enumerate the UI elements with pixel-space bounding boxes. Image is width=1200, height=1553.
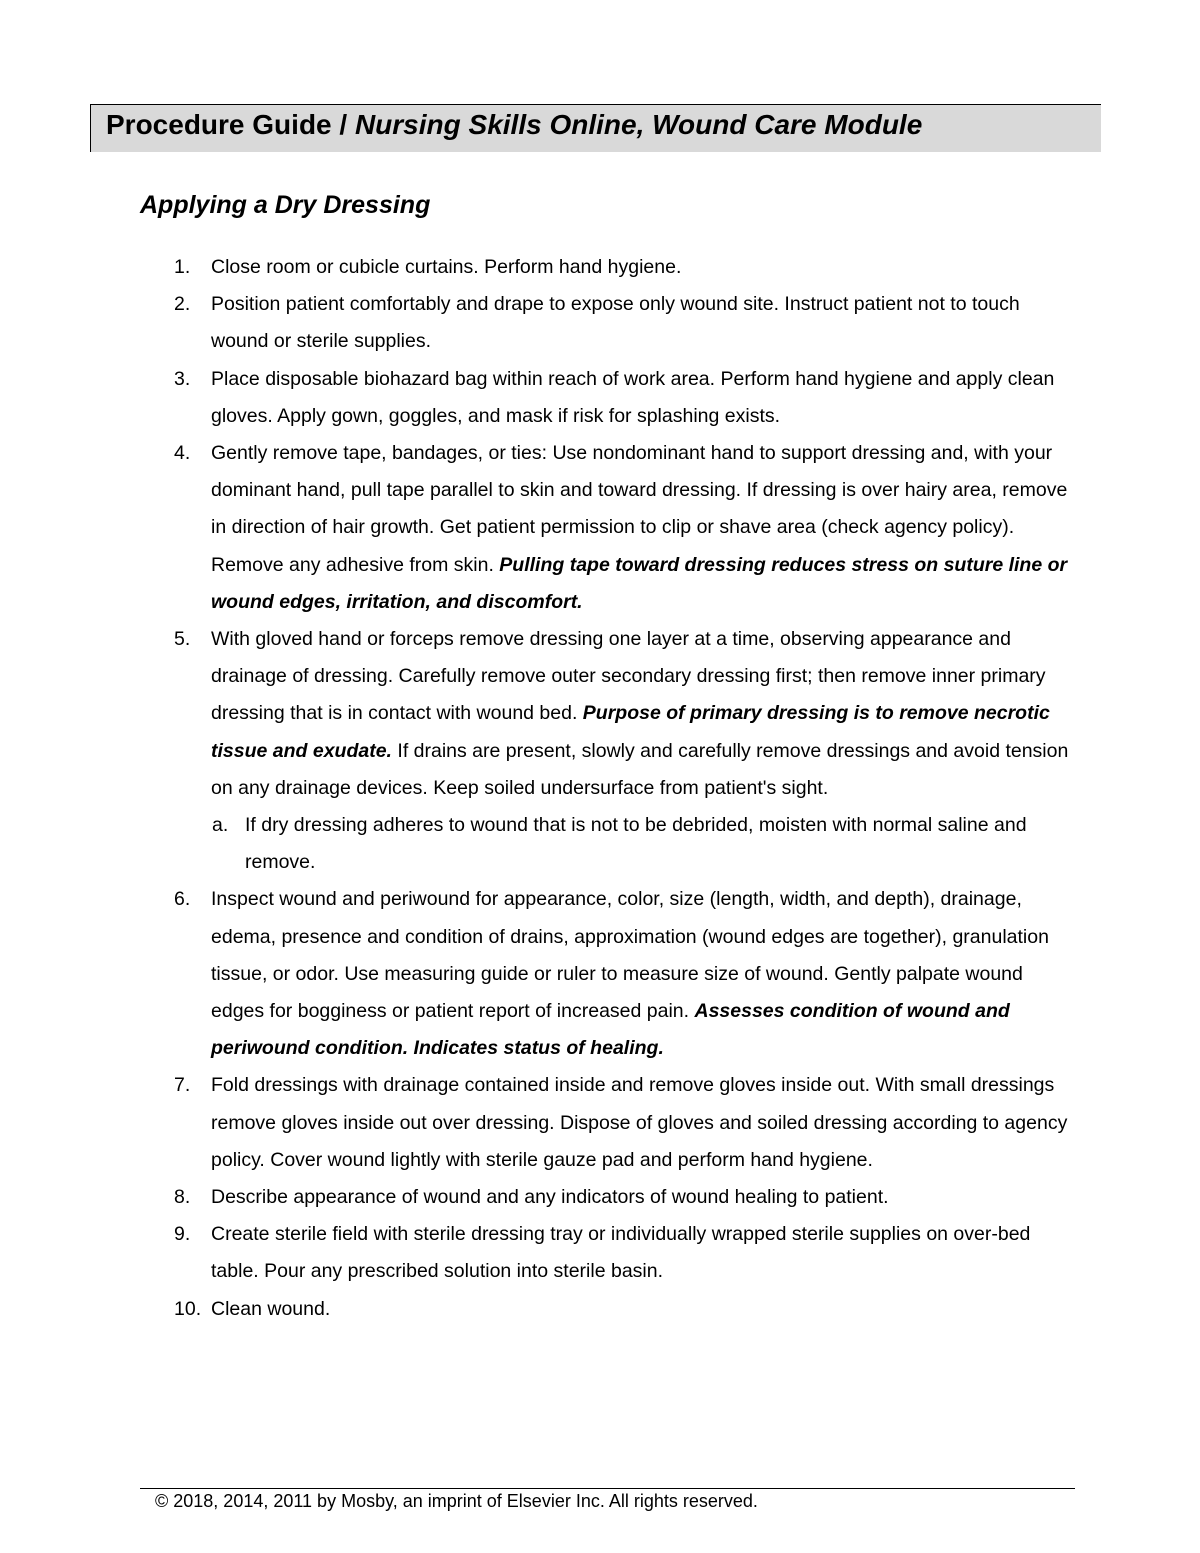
procedure-steps-list [0,249,1200,1328]
step-rationale: Assesses condition of wound and periwound condition. Indicates status of healing. [211,1000,1010,1060]
step-6 [0,881,1071,1067]
step-number: 4. [174,442,191,465]
step-8 [0,1179,1071,1216]
step-text: Inspect wound and periwound for appearance, color, size (length, width, and depth), drainage, edema, presence and condition of drains, approximation (wound edges are together), granulation tissue, or odor. Use measuring guide or ruler to measure size of wound. Gently palpate wound edges for bogginess or patient report of increased pain. [211,888,1049,1023]
step-text: Close room or cubicle curtains. Perform hand hygiene. [211,256,682,278]
step-text: Clean wound. [211,1297,331,1320]
step-number: 5. [174,628,191,651]
step-number: 9. [174,1223,191,1246]
step-rationale: Purpose of primary dressing is to remove necrotic tissue and exudate. [211,702,1050,762]
step-text: Describe appearance of wound and any indicators of wound healing to patient. [211,1186,889,1209]
step-number: 3. [174,367,191,390]
step-text: Create sterile field with sterile dressing tray or individually wrapped sterile supplies on over-bed table. Pour any prescribed solution into sterile basin. [211,1223,1031,1283]
substep-letter: a. [212,814,229,837]
step-text: Gently remove tape, bandages, or ties: Use nondominant hand to support dressing and, with your dominant hand, pull tape parallel to skin and toward dressing. If dressing is over hairy area, remove in direction of hair growth. Get patient permission to clip or shave area (check agency policy). Remove any adhesive from skin. [211,442,1068,576]
step-5a [0,807,1035,881]
step-text-after: If drains are present, slowly and carefully remove dressings and avoid tension on any drainage devices. Keep soiled undersurface from patient's sight. [211,739,1069,799]
step-number: 7. [174,1074,191,1097]
step-text: Position patient comfortably and drape to expose only wound site. Instruct patient not to touch wound or sterile supplies. [211,293,1020,353]
step-3 [0,361,1071,435]
step-text: Place disposable biohazard bag within reach of work area. Perform hand hygiene and apply clean gloves. Apply gown, goggles, and mask if risk for splashing exists. [211,367,1055,427]
step-text: With gloved hand or forceps remove dressing one layer at a time, observing appearance and drainage of dressing. Carefully remove outer secondary dressing first; then remove inner primary dressing that is in contact with wound bed. [211,628,1046,725]
footer-divider [140,1488,1075,1489]
header-band [90,104,1101,152]
step-2 [0,286,1071,360]
section-title: Applying a Dry Dressing [140,191,431,219]
page-title-plain: Procedure Guide / [106,109,355,140]
step-5 [0,621,1071,807]
copyright-notice: © 2018, 2014, 2011 by Mosby, an imprint of Elsevier Inc. All rights reserved. [155,1491,758,1511]
step-text: If dry dressing adheres to wound that is not to be debrided, moisten with normal saline and remove. [245,814,1027,874]
step-number: 1. [174,256,191,278]
step-7 [0,1067,1071,1179]
step-4 [0,435,1071,621]
step-number: 8. [174,1186,191,1209]
step-rationale: Pulling tape toward dressing reduces stress on suture line or wound edges, irritation, and discomfort. [211,553,1068,613]
page-title [106,109,922,141]
step-number: 6. [174,888,191,911]
step-number: 10. [174,1297,202,1320]
step-9 [0,1216,1071,1290]
page-title-italic: Nursing Skills Online, Wound Care Module [354,109,923,140]
step-number: 2. [174,293,191,316]
step-1 [0,249,1071,286]
step-text: Fold dressings with drainage contained inside and remove gloves inside out. With small dressings remove gloves inside out over dressing. Dispose of gloves and soiled dressing according to agency policy. Cover wound lightly with sterile gauze pad and perform hand hygiene. [211,1074,1068,1171]
step-10 [0,1291,1071,1328]
